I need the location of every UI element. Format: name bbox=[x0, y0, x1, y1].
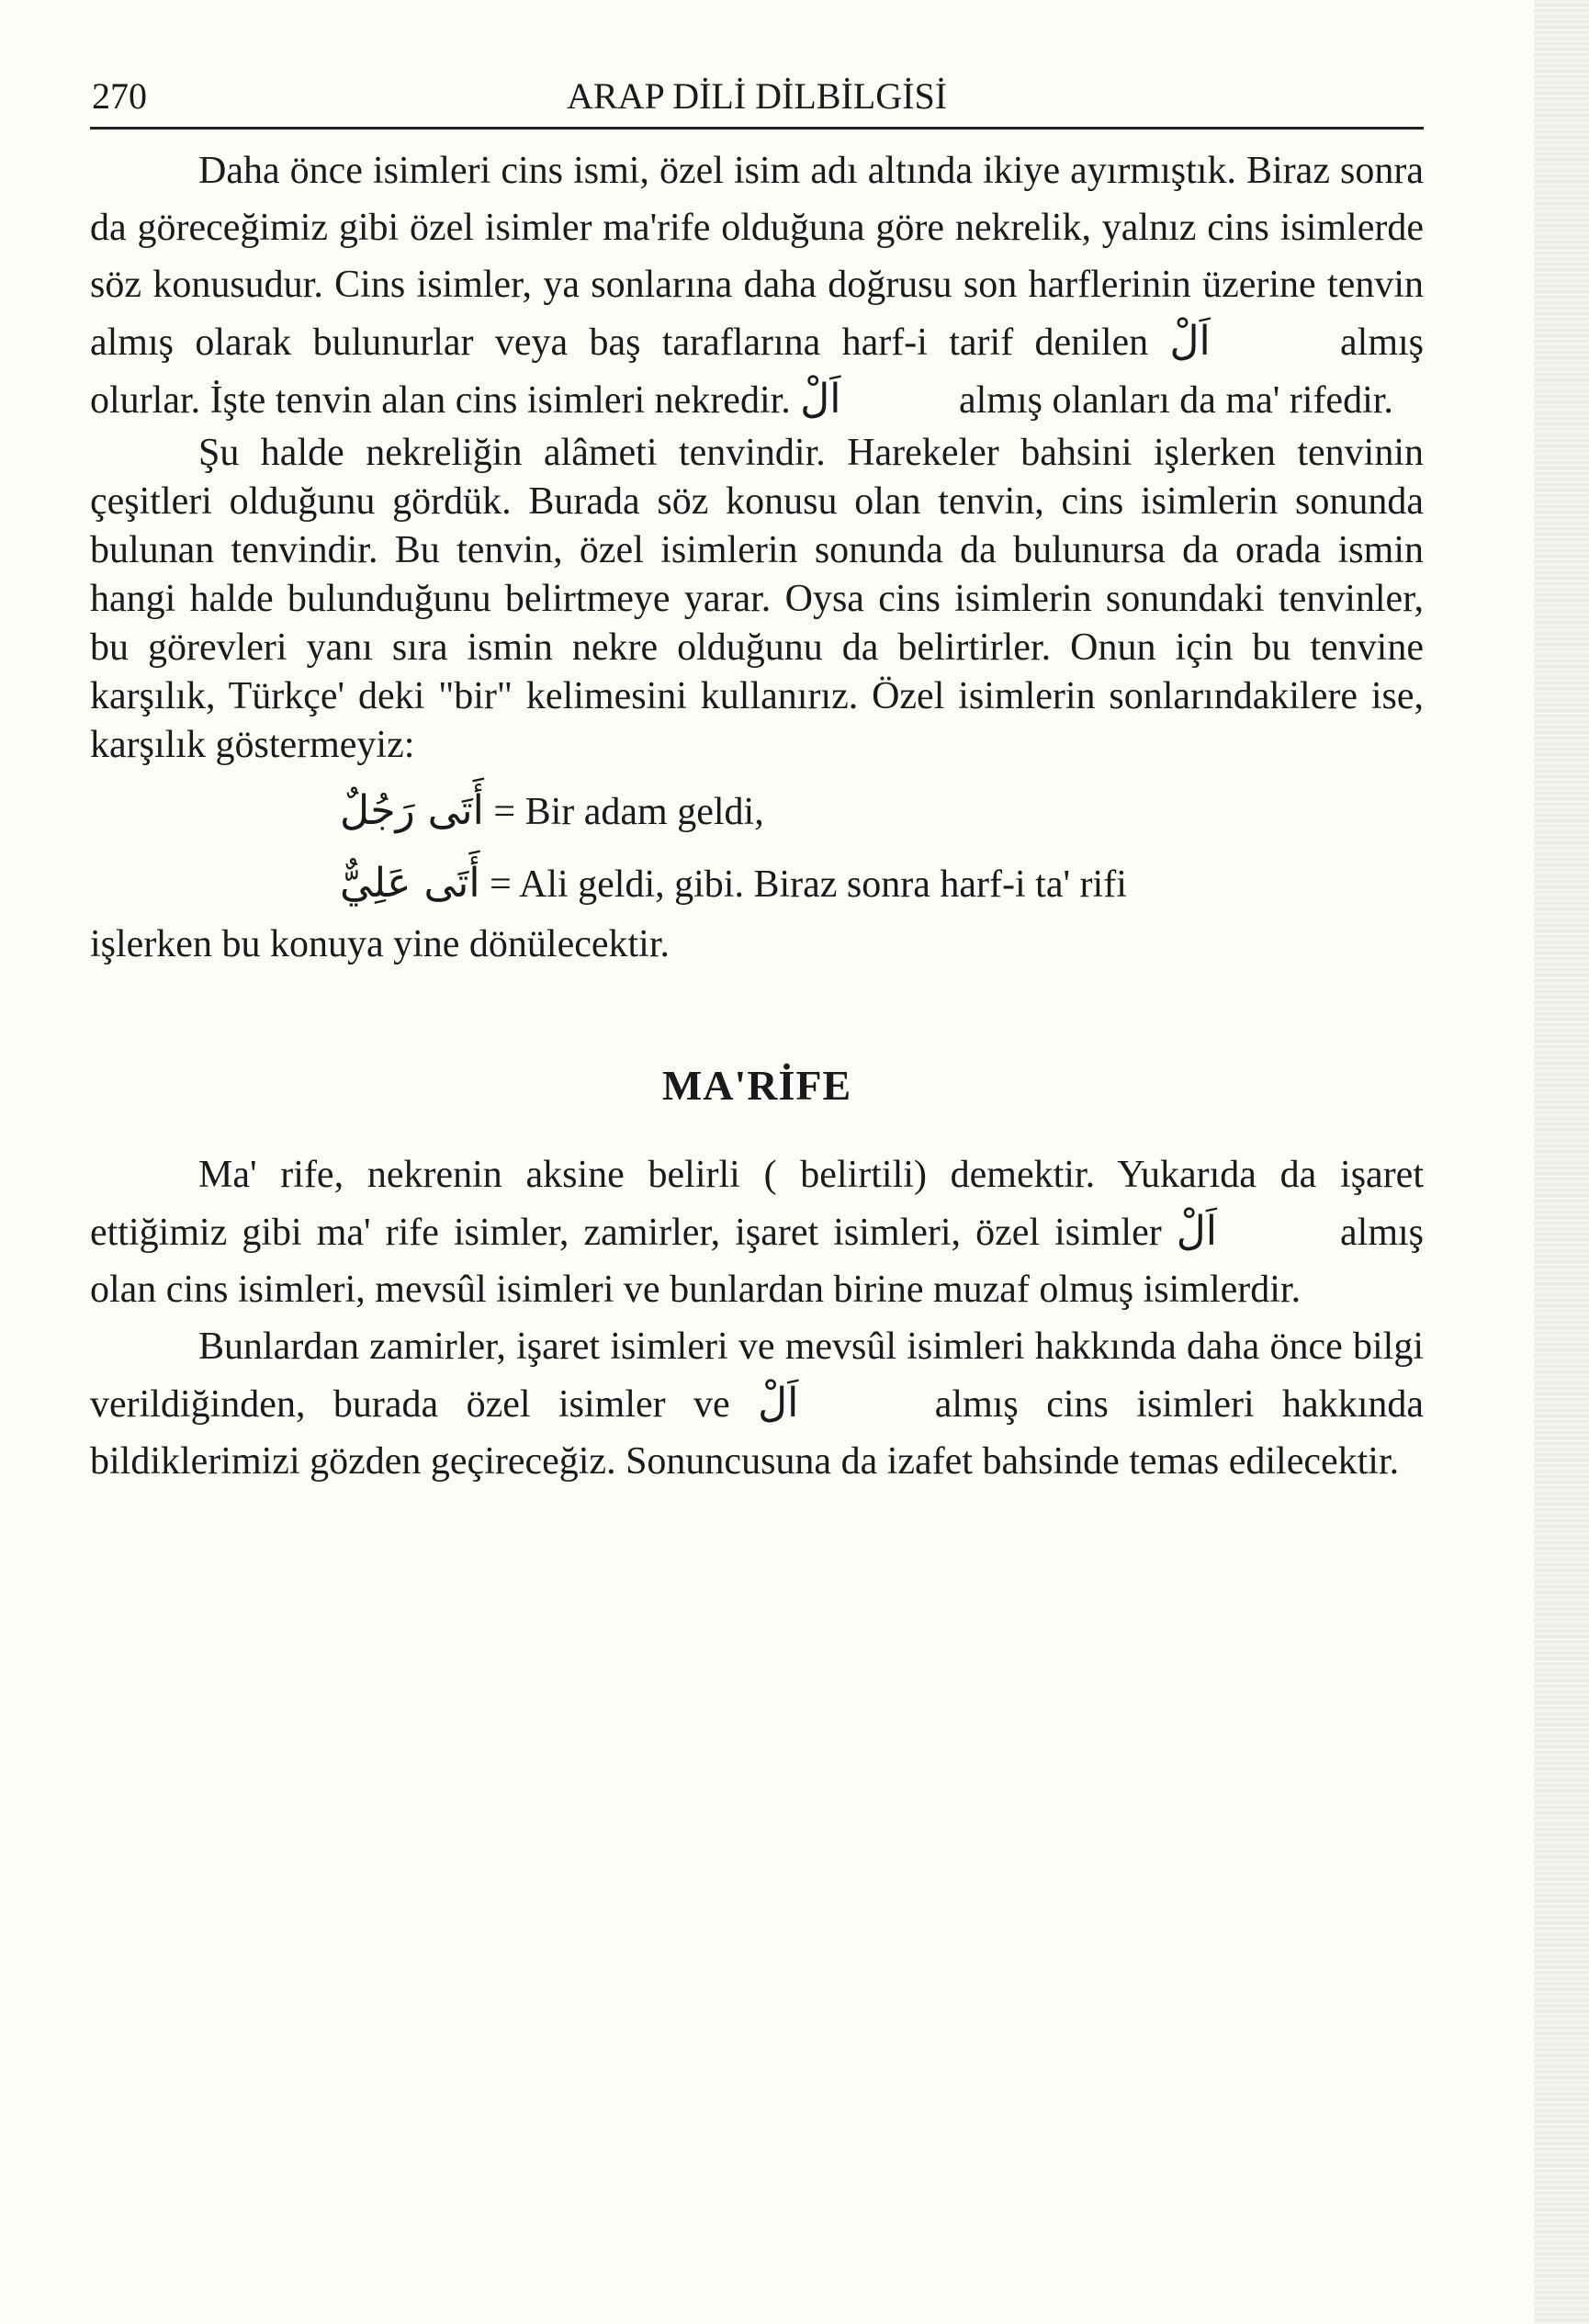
paragraph-marife-definition bbox=[90, 1146, 1424, 1318]
paragraph-marife-scope bbox=[90, 1318, 1424, 1490]
arabic-al-article: اَلْ bbox=[1169, 318, 1211, 365]
running-header bbox=[90, 55, 1424, 130]
page-number: 270 bbox=[92, 75, 147, 117]
example-translation: = Ali geldi, gibi. Biraz sonra harf-i ta' rifi bbox=[490, 863, 1127, 906]
example-continuation: işlerken bu konuya yine dönülecektir. bbox=[90, 923, 671, 965]
paragraph-tenvin: Şu halde nekreliğin alâmeti tenvindir. Harekeler bahsini işlerken tenvinin çeşitleri olduğunu gördük. Burada söz konusu olan tenvin, cins isimlerin sonunda bulunan tenvindir. Bu tenvin, özel isimlerin sonunda da bulunursa da orada ismin hangi halde bulunduğunu belirtmeye yarar. Oysa cins isimlerin sonundaki tenvinler, bu görevleri yanı sıra ismin nekre olduğunu da belirtirler. Onun için bu tenvine karşılık, Türkçe' deki "bir" kelimesini kullanırız. Özel isimlerin sonlarındakilere ise, karşılık göstermeyiz: bbox=[90, 432, 1424, 766]
arabic-example: أَتَى رَجُلٌ bbox=[340, 787, 484, 834]
arabic-al-article: اَلْ bbox=[758, 1380, 799, 1427]
section-heading: MA'RİFE bbox=[661, 1062, 852, 1109]
paragraph-text: almış olanları da ma' rifedir. bbox=[959, 379, 1393, 422]
example-ali bbox=[340, 848, 1424, 920]
paragraph-text: Daha önce isimleri cins ismi, özel isim adı altında ikiye ayırmıştık. Biraz sonra da göreceğimiz gibi özel isimler ma'rife olduğuna göre nekrelik, yalnız cins isimlerde söz konusudur. Cins isimler, ya sonlarına daha doğrusu son harflerinin üzerine tenvin almış olarak bulunurlar veya baş taraflarına harf-i tarif denilen bbox=[90, 150, 1424, 364]
paragraph-text: almış olurlar. İşte tenvin alan cins isimleri nekredir. bbox=[90, 322, 1425, 422]
paragraph-text: Bunlardan zamirler, işaret isimleri ve mevsûl isimleri hakkında daha önce bilgi verildiğinden, burada özel isimler ve bbox=[90, 1326, 1424, 1426]
paragraph-cins-isimler bbox=[90, 142, 1424, 429]
example-translation: = Bir adam geldi, bbox=[493, 791, 764, 833]
paragraph-text: almış olan cins isimleri, mevsûl isimleri ve bunlardan birine muzaf olmuş isimlerdir. bbox=[90, 1212, 1425, 1311]
running-title: ARAP DİLİ DİLBİLGİSİ bbox=[566, 75, 948, 117]
paragraph-text: Ma' rife, nekrenin aksine belirli ( belirtili) demektir. Yukarıda da işaret ettiğimiz gibi ma' rife isimler, zamirler, işaret isimleri, özel isimler bbox=[90, 1154, 1424, 1254]
arabic-example: أَتَى عَلِيٌّ bbox=[340, 860, 480, 907]
arabic-al-article: اَلْ bbox=[1176, 1208, 1217, 1255]
example-bir-adam bbox=[340, 775, 1424, 848]
page-edge-shadow bbox=[1534, 0, 1589, 2324]
book-page bbox=[90, 55, 1424, 1490]
paragraph-text: almış cins isimleri hakkında bildiklerimizi gözden geçireceğiz. Sonuncusuna da izafet bahsinde temas edilecektir. bbox=[90, 1383, 1425, 1483]
arabic-al-article: اَلْ bbox=[800, 376, 841, 423]
